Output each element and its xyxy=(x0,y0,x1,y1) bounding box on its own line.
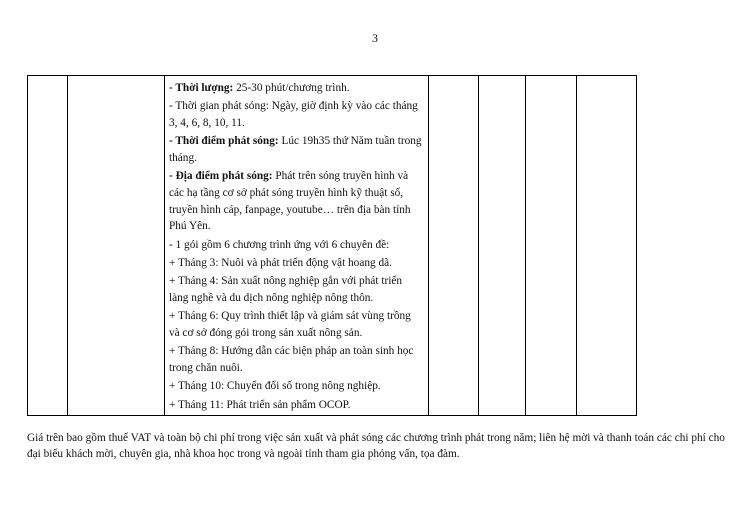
content-paragraph xyxy=(169,98,422,131)
paragraph-text: - Thời gian phát sóng: Ngày, giờ định kỳ vào các tháng 3, 4, 6, 8, 10, 11. xyxy=(169,100,418,129)
content-list xyxy=(169,80,422,413)
content-paragraph xyxy=(169,255,422,272)
paragraph-label: - Thời điểm phát sóng: xyxy=(169,135,279,148)
content-paragraph xyxy=(169,397,422,414)
paragraph-text: + Tháng 4: Sản xuất nông nghiệp gắn với phát triển làng nghề và du dịch nông nghiệp nông thôn. xyxy=(169,275,403,304)
paragraph-label: - Thời lượng: xyxy=(169,82,234,94)
content-paragraph xyxy=(169,378,422,395)
content-paragraph xyxy=(169,343,422,376)
page-number: 3 xyxy=(372,31,378,45)
table-cell-content xyxy=(165,76,429,416)
paragraph-text: + Tháng 6: Quy trình thiết lập và giám sát vùng trồng và cơ sở đóng gói trong sản xuất nông sản. xyxy=(169,310,411,339)
table-cell-total xyxy=(577,76,637,416)
paragraph-text: - 1 gói gồm 6 chương trình ứng với 6 chuyên đề: xyxy=(169,238,390,251)
content-paragraph xyxy=(169,80,422,97)
paragraph-text: Phát trên sóng truyền hình và các hạ tầng cơ sở phát sóng truyền hình kỹ thuật số, truyền hình cáp, fanpage, youtube… trên địa bàn tỉnh Phú Yên. xyxy=(169,170,411,233)
table-cell-price xyxy=(526,76,577,416)
content-paragraph xyxy=(169,308,422,341)
paragraph-text: + Tháng 3: Nuôi và phát triển động vật hoang dã. xyxy=(169,256,392,269)
paragraph-text: + Tháng 10: Chuyển đổi số trong nông nghiệp. xyxy=(169,380,381,393)
paragraph-text: 25-30 phút/chương trình. xyxy=(233,82,350,94)
paragraph-text: + Tháng 8: Hướng dẫn các biện pháp an toàn sinh học trong chăn nuôi. xyxy=(169,345,414,374)
content-paragraph xyxy=(169,133,422,166)
table-cell-stt xyxy=(28,76,68,416)
table-cell-unit xyxy=(429,76,479,416)
content-paragraph xyxy=(169,237,422,254)
content-paragraph xyxy=(169,168,422,234)
paragraph-text: Lúc 19h35 thứ Năm tuần trong tháng. xyxy=(169,135,422,164)
table-cell-name xyxy=(68,76,165,416)
content-paragraph xyxy=(169,273,422,306)
table-row xyxy=(28,76,637,416)
paragraph-label: - Địa điểm phát sóng: xyxy=(169,170,273,183)
table-cell-quantity xyxy=(479,76,526,416)
paragraph-text: + Tháng 11: Phát triển sản phẩm OCOP. xyxy=(169,398,351,411)
document-table xyxy=(27,75,637,416)
footnote-text: Giá trên bao gồm thuế VAT và toàn bộ chi phí trong việc sản xuất và phát sóng các chương trình phát trong năm; liên hệ mời và thanh toán các chi phí cho đại biểu khách mời, chuyên gia, nhà khoa học trong và ngoài tỉnh tham gia phỏng vấn, tọa đàm. xyxy=(27,432,725,460)
